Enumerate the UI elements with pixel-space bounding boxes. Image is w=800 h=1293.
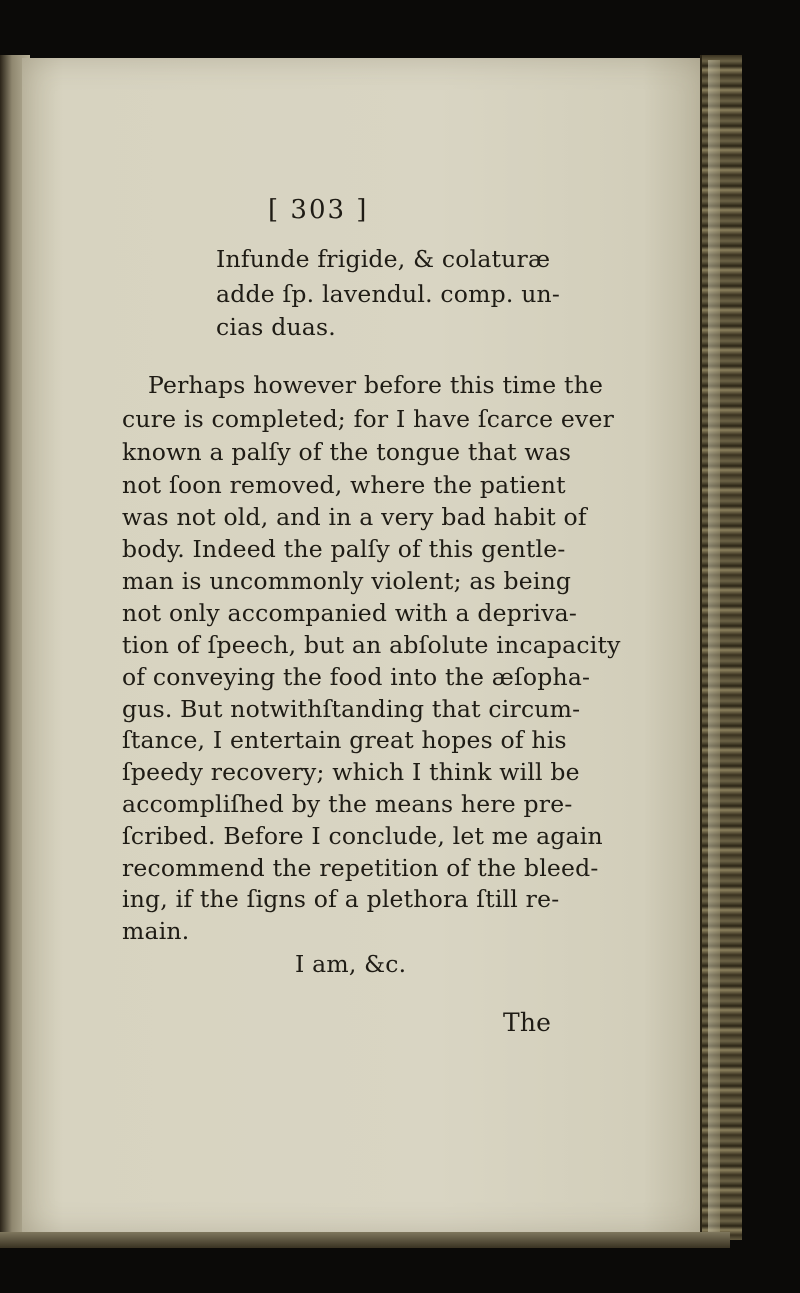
recipe-line: adde ſp. lavendul. comp. un- (216, 280, 561, 308)
paragraph-line: gus. But notwithſtanding that circum- (122, 695, 581, 723)
page-number-header: [ 303 ] (268, 195, 369, 225)
paragraph-line: accompliſhed by the means here pre- (122, 790, 573, 818)
bottom-page-edge (0, 1232, 730, 1248)
paragraph-line: was not old, and in a very bad habit of (122, 503, 587, 531)
paragraph-line: ing, if the ſigns of a plethora ſtill re- (122, 885, 560, 913)
paragraph-line: cure is completed; for I have ſcarce ever (122, 405, 615, 433)
paragraph-line: not only accompanied with a depriva- (122, 599, 577, 627)
paragraph-line: main. (122, 917, 190, 945)
paragraph-line: ſpeedy recovery; which I think will be (122, 758, 580, 786)
paragraph-line: Perhaps however before this time the (148, 371, 604, 399)
recipe-line: Infunde frigide, & colaturæ (216, 245, 551, 273)
paragraph-line: ſcribed. Before I conclude, let me again (122, 822, 603, 850)
paragraph-line: not ſoon removed, where the patient (122, 471, 566, 499)
catchword: The (503, 1008, 552, 1037)
paragraph-line: known a palſy of the tongue that was (122, 438, 572, 466)
page-stack-edge (708, 60, 720, 1235)
paragraph-line: ſtance, I entertain great hopes of his (122, 726, 567, 754)
book-spine (700, 55, 742, 1240)
closing-salutation: I am, &c. (295, 950, 407, 978)
paragraph-line: tion of ſpeech, but an abſolute incapacity (122, 631, 621, 659)
paragraph-line: body. Indeed the palſy of this gentle- (122, 535, 566, 563)
paragraph-line: recommend the repetition of the bleed- (122, 854, 599, 882)
recipe-line: cias duas. (216, 313, 336, 341)
paragraph-line: of conveying the food into the æſopha- (122, 663, 591, 691)
paragraph-line: man is uncommonly violent; as being (122, 567, 572, 595)
